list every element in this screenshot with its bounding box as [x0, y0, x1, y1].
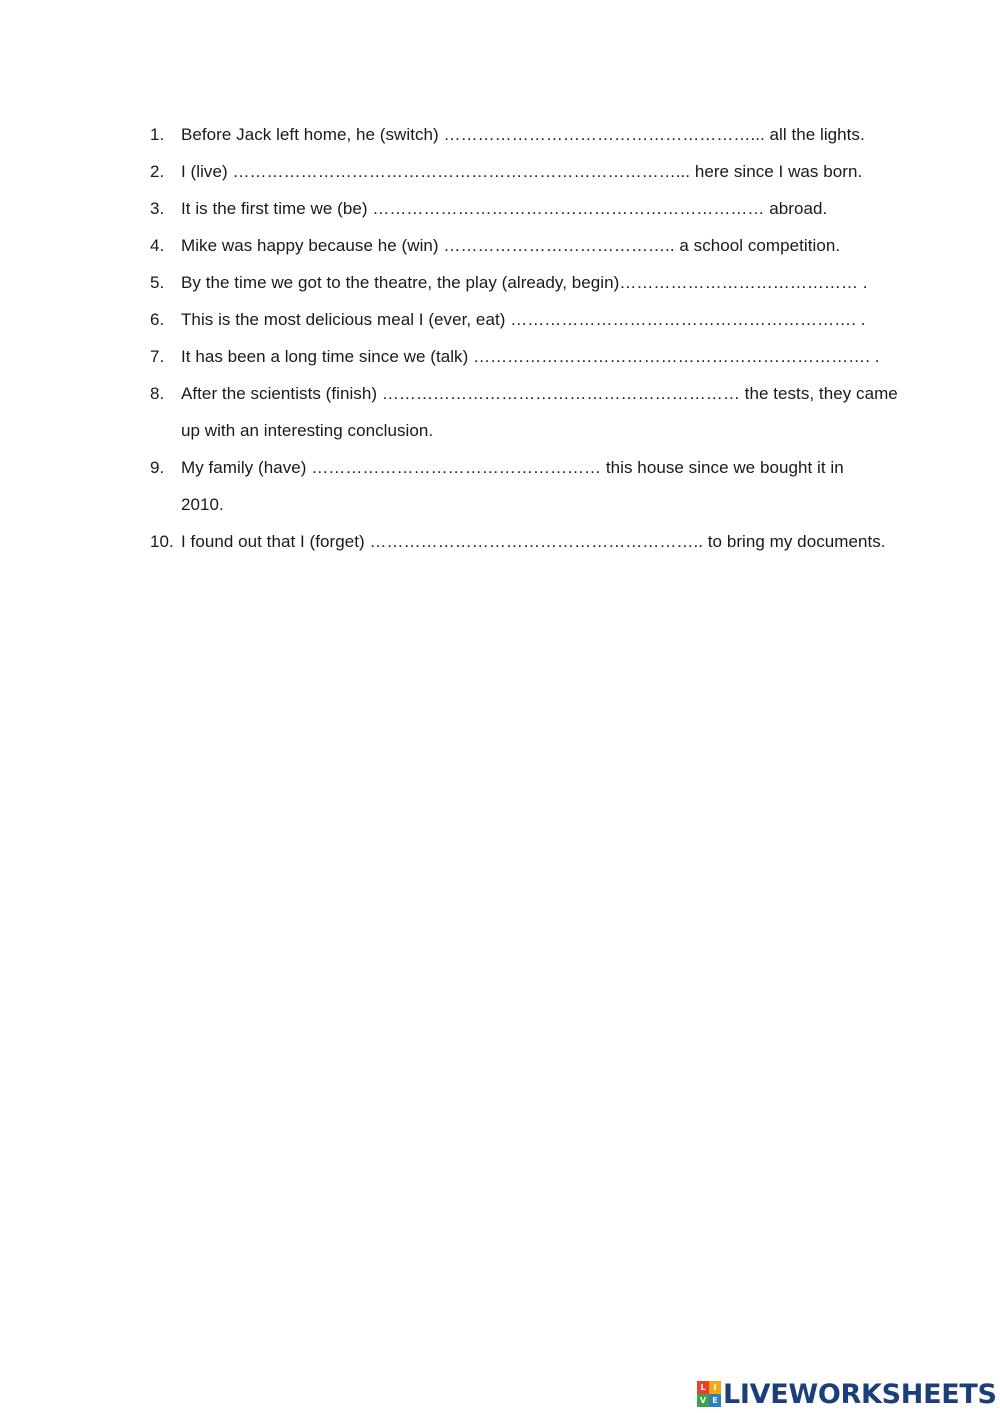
item-number: 8.: [150, 384, 165, 403]
item-sentence: By the time we got to the theatre, the play (already, begin)…………………………………… .: [181, 273, 868, 292]
exercise-item-5: [150, 264, 890, 301]
item-sentence: It is the first time we (be) …………………………………………………………… abroad.: [181, 199, 828, 218]
exercise-item-7: [150, 338, 890, 375]
item-number: 9.: [150, 458, 165, 477]
exercise-item-6: [150, 301, 890, 338]
logo-mark-tile-l: L: [697, 1381, 709, 1394]
exercise-item-2: [150, 153, 890, 190]
item-sentence: I found out that I (forget) ………………………………………………….. to bring my documents.: [181, 532, 886, 551]
item-sentence: It has been a long time since we (talk) ……………………………………………………………. .: [181, 347, 880, 366]
exercise-item-4: [150, 227, 890, 264]
item-number: 2.: [150, 162, 165, 181]
item-sentence: My family (have) …………………………………………… this house since we bought it in 2010.: [181, 458, 844, 514]
item-number: 3.: [150, 199, 165, 218]
liveworksheets-logo-text: LIVEWORKSHEETS: [723, 1378, 997, 1410]
item-number: 1.: [150, 125, 165, 144]
item-number: 6.: [150, 310, 165, 329]
liveworksheets-logo: [697, 1378, 997, 1410]
item-sentence: [181, 375, 898, 449]
exercise-item-10: [150, 523, 890, 560]
logo-mark-tile-e: E: [709, 1394, 721, 1407]
item-sentence: Before Jack left home, he (switch) ………………………………………………... all the lights.: [181, 125, 865, 144]
item-sentence: I (live) ……………………………………………………………………... here since I was born.: [181, 162, 863, 181]
logo-mark-tile-v: V: [697, 1394, 709, 1407]
item-number: 4.: [150, 236, 165, 255]
exercise-item-3: [150, 190, 890, 227]
item-number: 5.: [150, 273, 165, 292]
logo-mark-tile-i: I: [709, 1381, 721, 1394]
item-number: 10.: [150, 532, 174, 551]
exercise-list: [150, 116, 898, 560]
liveworksheets-logo-icon: [697, 1381, 721, 1407]
exercise-item-9: [150, 449, 890, 523]
exercise-item-1: [150, 116, 890, 153]
item-number: 7.: [150, 347, 165, 366]
item-sentence: This is the most delicious meal I (ever, eat) ……………………………………………………. .: [181, 310, 866, 329]
item-sentence: Mike was happy because he (win) ………………………………….. a school competition.: [181, 236, 841, 255]
item-sentence-line-1: After the scientists (finish) ……………………………………………………… the tests, they came: [181, 384, 898, 403]
item-sentence-line-2: up with an interesting conclusion.: [181, 421, 434, 440]
exercise-item-8: [150, 375, 898, 449]
